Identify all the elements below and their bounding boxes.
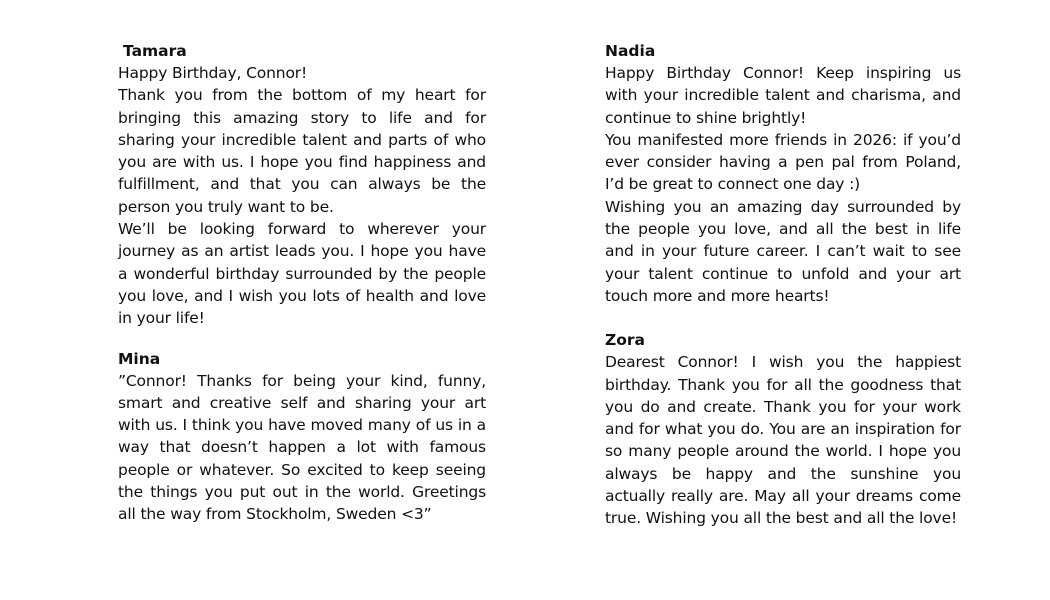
message-paragraph: Happy Birthday, Connor!: [118, 64, 308, 82]
right-column: [605, 40, 961, 530]
message-mina: [118, 348, 486, 526]
message-nadia: [605, 40, 961, 307]
message-paragraph: We’ll be looking forward to wherever your journey as an artist leads you. I hope you have a wonderful birthday surrounded by the people you love, and I wish you lots of health and love in your life!: [118, 220, 486, 328]
author-name: Zora: [605, 331, 645, 350]
left-column: [118, 40, 486, 526]
message-paragraph: Happy Birthday Connor! Keep inspiring us with your incredible talent and charisma, and continue to shine brightly!: [605, 64, 961, 127]
message-zora: [605, 329, 961, 529]
message-paragraph: Thank you from the bottom of my heart for bringing this amazing story to life and for sharing your incredible talent and parts of who you are with us. I hope you find happiness and fulfillment, and that you can always be the person you truly want to be.: [118, 86, 486, 216]
message-paragraph: You manifested more friends in 2026: if you’d ever consider having a pen pal from Poland, I’d be great to connect one day :): [605, 130, 961, 194]
message-tamara: [118, 40, 486, 330]
author-name: Tamara: [123, 42, 187, 60]
message-paragraph: Wishing you an amazing day surrounded by the people you love, and all the best in life and in your future career. I can’t wait to see your talent continue to unfold and your art touch more and more hearts!: [605, 197, 961, 305]
message-paragraph: Dearest Connor! I wish you the happiest birthday. Thank you for all the goodness that you do and create. Thank you for your work and for what you do. You are an inspiration for so many people around the world. I hope you always be happy and the sunshine you actually really are. May all your dreams come true. Wishing you all the best and all the love!: [605, 353, 961, 528]
author-name: Mina: [118, 349, 161, 368]
message-paragraph: ”Connor! Thanks for being your kind, funny, smart and creative self and sharing your art with us. I think you have moved many of us in a way that doesn’t happen a lot with famous people or whatever. So excited to keep seeing the things you put out in the world. Greetings all the way from Stockholm, Sweden <3”: [118, 371, 486, 524]
author-name: Nadia: [605, 42, 656, 60]
